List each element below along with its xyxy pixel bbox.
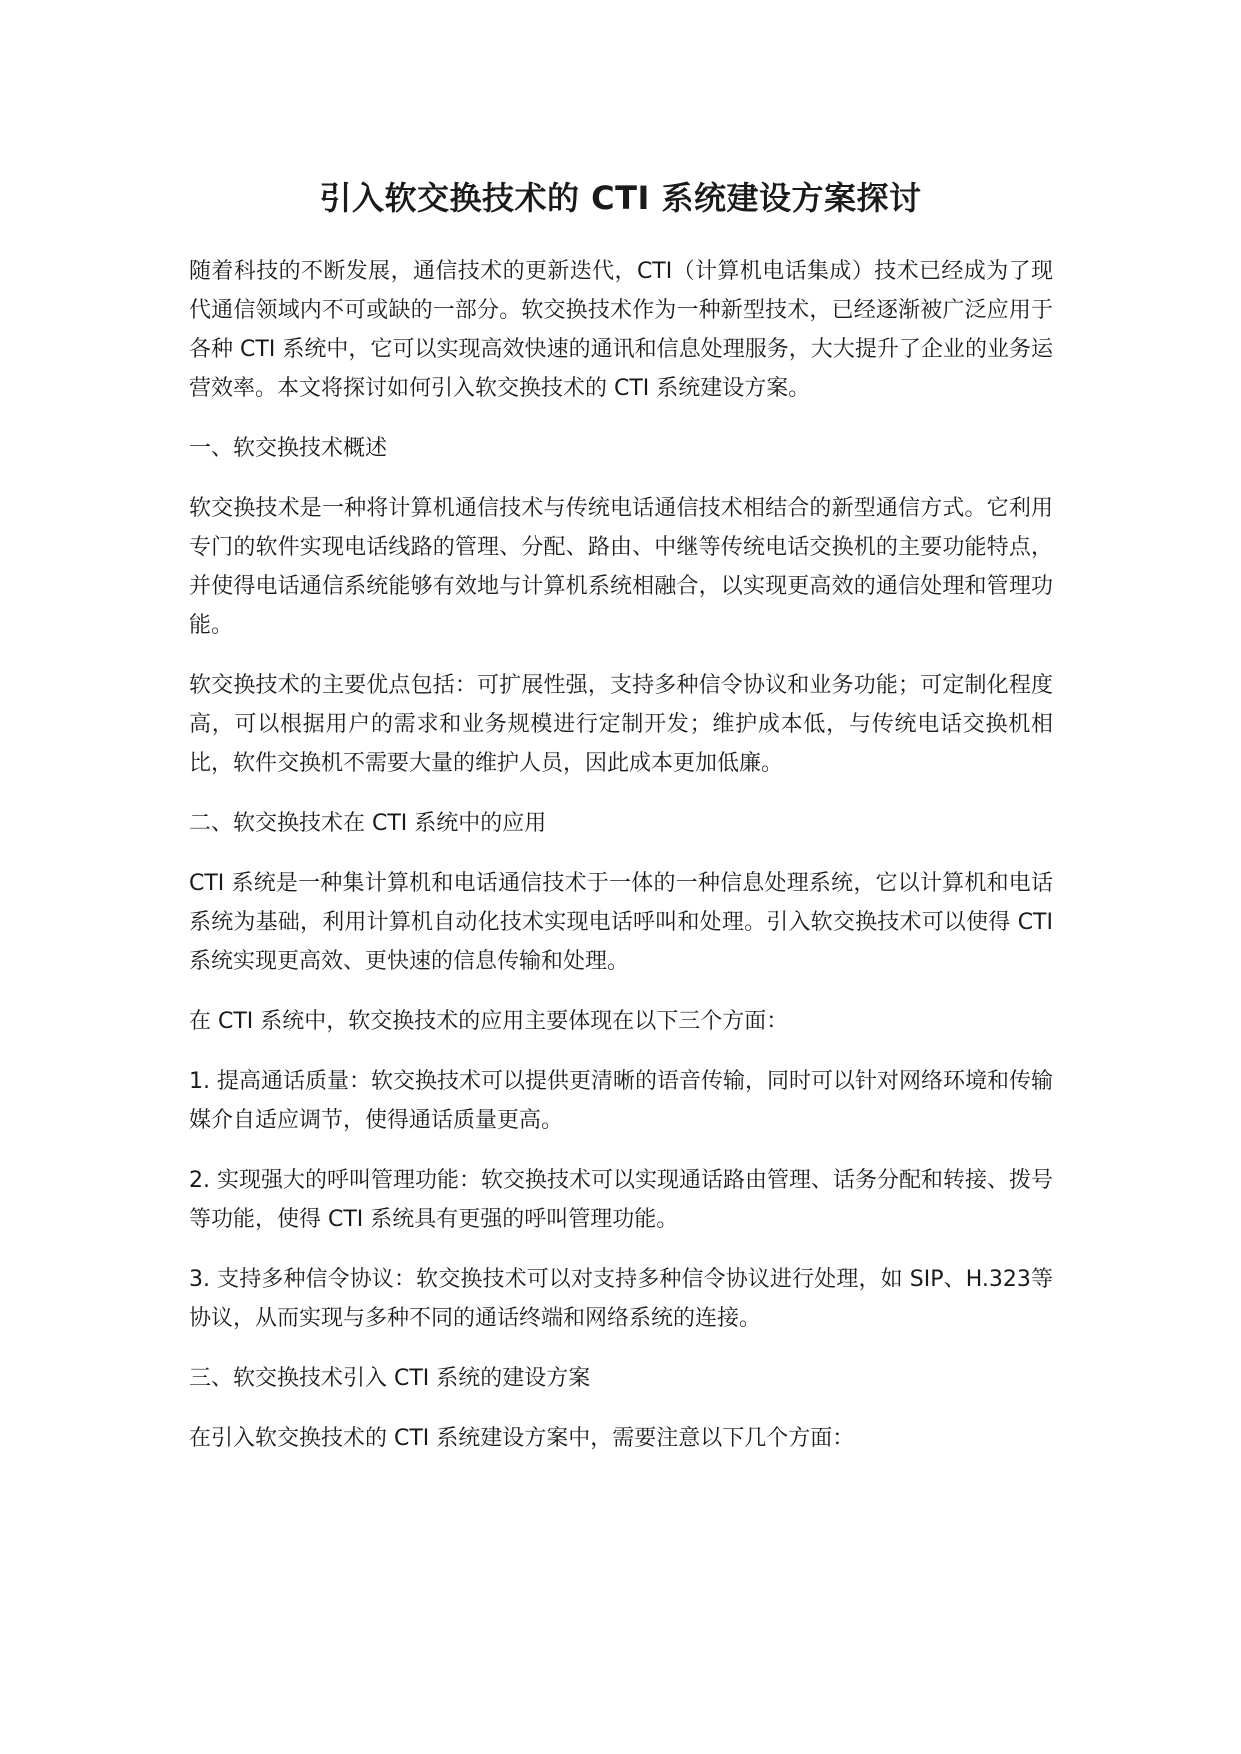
advantages-paragraph: 软交换技术的主要优点包括：可扩展性强，支持多种信令协议和业务功能；可定制化程度高，可以根据用户的需求和业务规模进行定制开发；维护成本低，与传统电话交换机相比，软件交换机不需要大量的维护人员，因此成本更加低廉。 [189, 673, 1053, 776]
application-intro-paragraph: 在 CTI 系统中，软交换技术的应用主要体现在以下三个方面： [189, 1009, 789, 1034]
list-item-call-management: 2. 实现强大的呼叫管理功能：软交换技术可以实现通话路由管理、话务分配和转接、拨号等功能，使得 CTI 系统具有更强的呼叫管理功能。 [189, 1168, 1053, 1232]
list-item-signaling-protocols: 3. 支持多种信令协议：软交换技术可以对支持多种信令协议进行处理，如 SIP、H.323等协议，从而实现与多种不同的通话终端和网络系统的连接。 [189, 1267, 1053, 1331]
section-heading-overview: 一、软交换技术概述 [189, 436, 388, 461]
plan-intro-paragraph: 在引入软交换技术的 CTI 系统建设方案中，需要注意以下几个方面： [189, 1426, 855, 1451]
section-heading-plan: 三、软交换技术引入 CTI 系统的建设方案 [189, 1366, 591, 1391]
overview-paragraph: 软交换技术是一种将计算机通信技术与传统电话通信技术相结合的新型通信方式。它利用专门的软件实现电话线路的管理、分配、路由、中继等传统电话交换机的主要功能特点，并使得电话通信系统能够有效地与计算机系统相融合，以实现更高效的通信处理和管理功能。 [189, 496, 1053, 638]
list-item-call-quality: 1. 提高通话质量：软交换技术可以提供更清晰的语音传输，同时可以针对网络环境和传输媒介自适应调节，使得通话质量更高。 [189, 1069, 1053, 1133]
cti-paragraph: CTI 系统是一种集计算机和电话通信技术于一体的一种信息处理系统，它以计算机和电话系统为基础，利用计算机自动化技术实现电话呼叫和处理。引入软交换技术可以使得 CTI 系统实现更高效、更快速的信息传输和处理。 [189, 871, 1053, 974]
document-title: 引入软交换技术的 CTI 系统建设方案探讨 [319, 179, 922, 217]
intro-paragraph: 随着科技的不断发展，通信技术的更新迭代，CTI（计算机电话集成）技术已经成为了现代通信领域内不可或缺的一部分。软交换技术作为一种新型技术，已经逐渐被广泛应用于各种 CTI 系统中，它可以实现高效快速的通讯和信息处理服务，大大提升了企业的业务运营效率。本文将探讨如何引入软交换技术的 CTI 系统建设方案。 [189, 259, 1053, 401]
document-body [189, 252, 1053, 1479]
section-heading-application: 二、软交换技术在 CTI 系统中的应用 [189, 811, 547, 836]
